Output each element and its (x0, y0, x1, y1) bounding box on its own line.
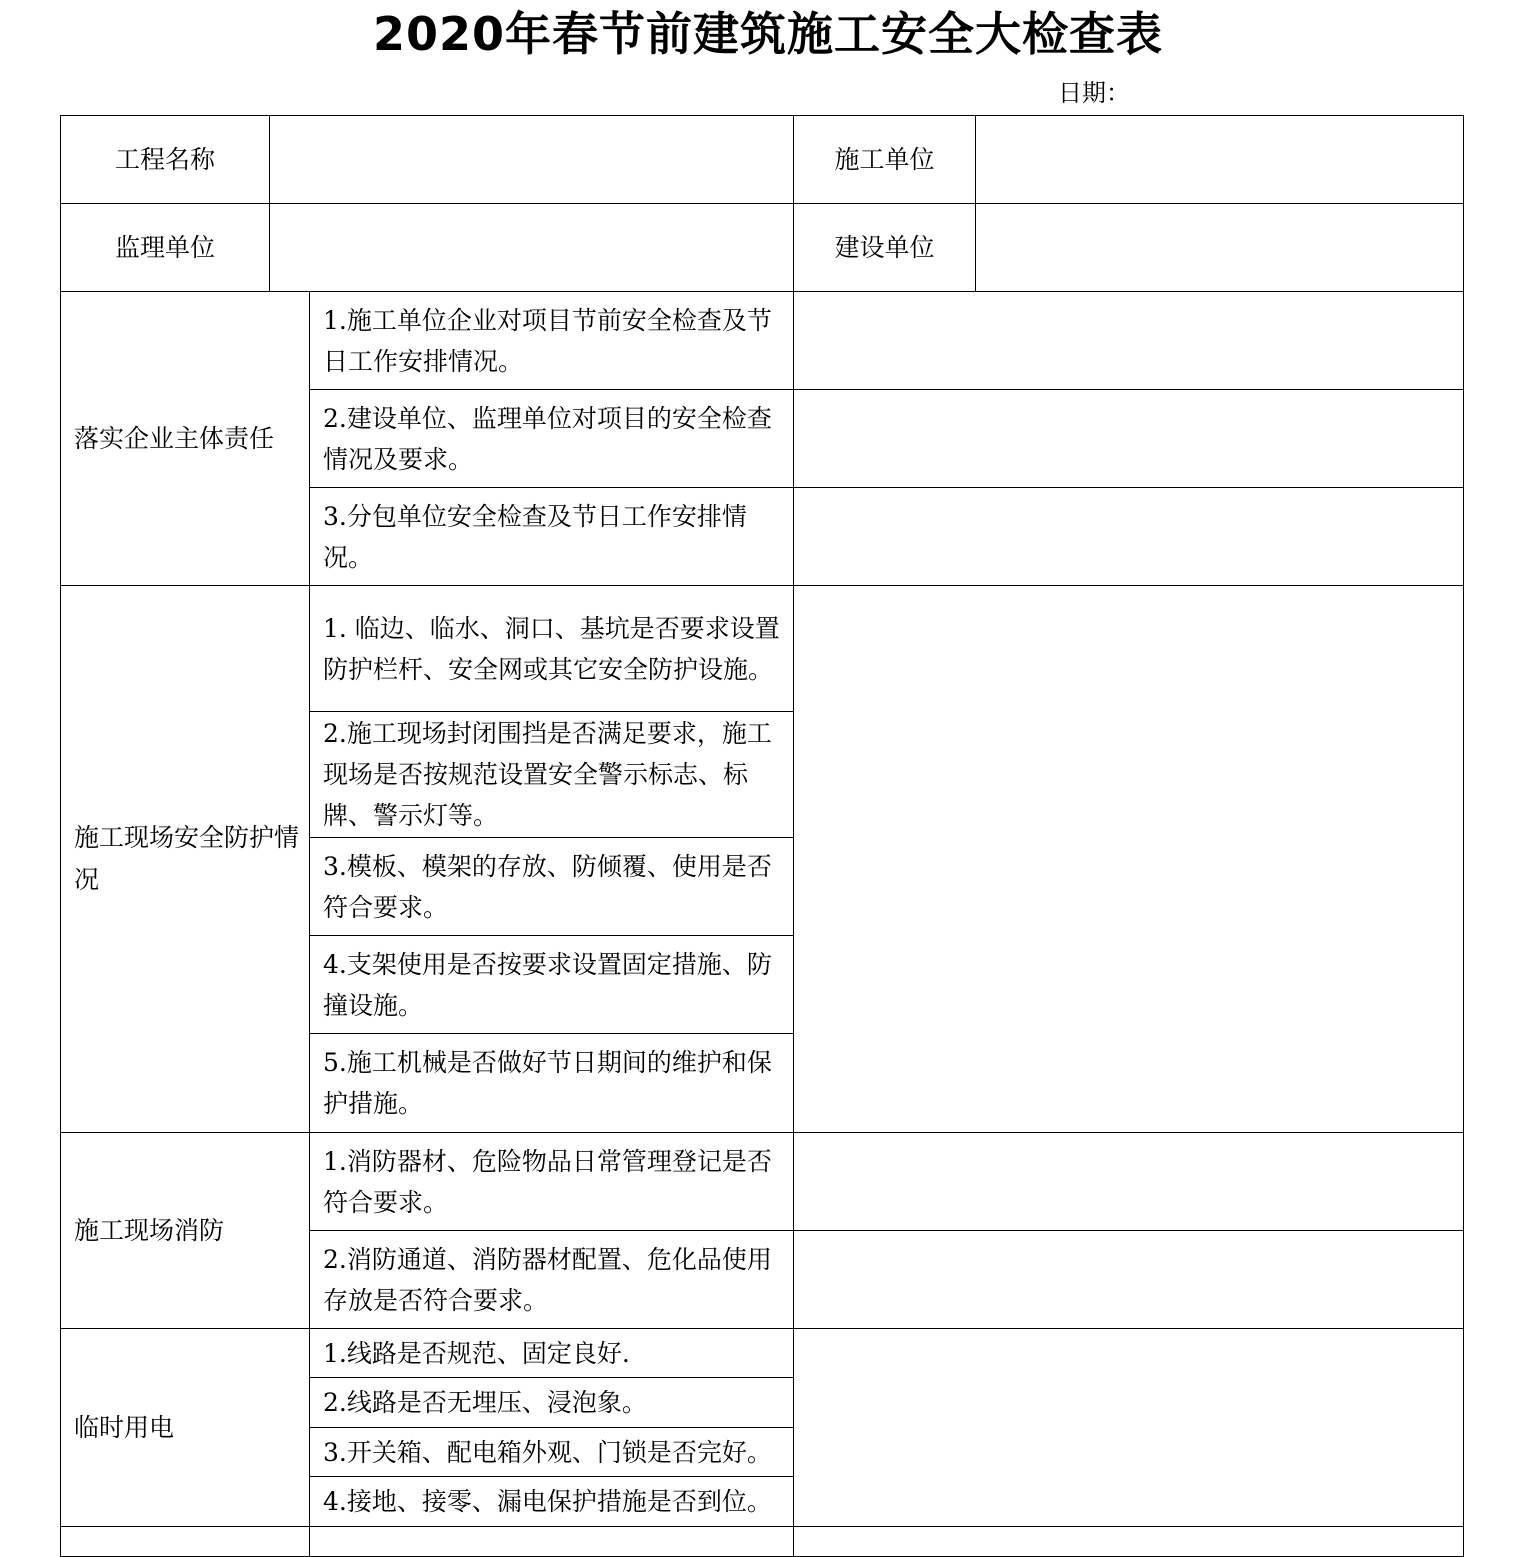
supervision-unit-field[interactable] (270, 204, 794, 292)
check-item: 1. 临边、临水、洞口、基坑是否要求设置防护栏杆、安全网或其它安全防护设施。 (310, 586, 794, 712)
check-item: 3.分包单位安全检查及节日工作安排情况。 (310, 488, 794, 586)
section-label-cell (61, 1527, 310, 1557)
result-field[interactable] (794, 390, 1464, 488)
table-row (61, 1527, 1464, 1557)
check-item: 1.线路是否规范、固定良好. (310, 1329, 794, 1378)
table-row (61, 292, 1464, 390)
check-item: 4.接地、接零、漏电保护措施是否到位。 (310, 1477, 794, 1527)
result-field[interactable] (794, 488, 1464, 586)
construction-unit-field[interactable] (976, 116, 1464, 204)
header-row (61, 204, 1464, 292)
result-field[interactable] (794, 1133, 1464, 1231)
section-label: 落实企业主体责任 (61, 292, 310, 586)
project-name-label: 工程名称 (61, 116, 270, 204)
section-label: 施工现场消防 (61, 1133, 310, 1329)
construction-unit-label: 施工单位 (794, 116, 976, 204)
table-row (61, 586, 1464, 712)
table-row (61, 1329, 1464, 1378)
check-item: 5.施工机械是否做好节日期间的维护和保护措施。 (310, 1034, 794, 1133)
check-item-cell (310, 1527, 794, 1557)
section-label: 临时用电 (61, 1329, 310, 1527)
result-field[interactable] (794, 586, 1464, 1133)
check-item: 4.支架使用是否按要求设置固定措施、防撞设施。 (310, 936, 794, 1034)
check-item: 2.消防通道、消防器材配置、危化品使用存放是否符合要求。 (310, 1231, 794, 1329)
supervision-unit-label: 监理单位 (61, 204, 270, 292)
result-field[interactable] (794, 1329, 1464, 1527)
result-field[interactable] (794, 292, 1464, 390)
result-field[interactable] (794, 1527, 1464, 1557)
check-item: 2.施工现场封闭围挡是否满足要求，施工现场是否按规范设置安全警示标志、标牌、警示灯等。 (310, 712, 794, 838)
check-item: 3.开关箱、配电箱外观、门锁是否完好。 (310, 1428, 794, 1477)
inspection-table (60, 115, 1464, 1557)
check-item: 2.线路是否无埋压、浸泡象。 (310, 1378, 794, 1428)
check-item: 1.消防器材、危险物品日常管理登记是否符合要求。 (310, 1133, 794, 1231)
project-name-field[interactable] (270, 116, 794, 204)
table-row (61, 1133, 1464, 1231)
check-item: 3.模板、模架的存放、防倾覆、使用是否符合要求。 (310, 838, 794, 936)
result-field[interactable] (794, 1231, 1464, 1329)
developer-unit-label: 建设单位 (794, 204, 976, 292)
developer-unit-field[interactable] (976, 204, 1464, 292)
date-label: 日期： (1058, 79, 1130, 107)
section-label: 施工现场安全防护情况 (61, 586, 310, 1133)
document-title: 2020年春节前建筑施工安全大检查表 (372, 7, 1164, 61)
check-item: 1.施工单位企业对项目节前安全检查及节日工作安排情况。 (310, 292, 794, 390)
header-row (61, 116, 1464, 204)
check-item: 2.建设单位、监理单位对项目的安全检查情况及要求。 (310, 390, 794, 488)
